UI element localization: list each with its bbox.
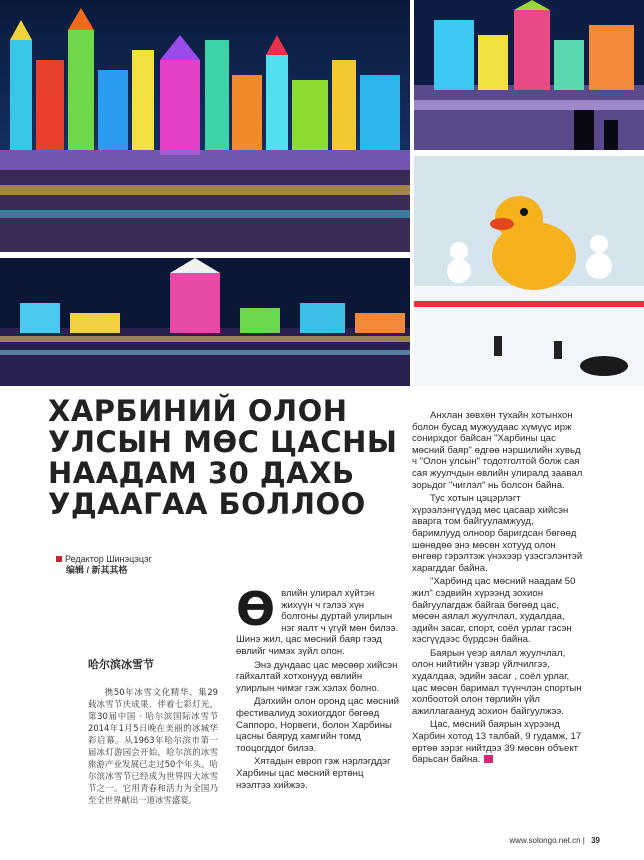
page-footer — [509, 836, 600, 845]
article-column-2 — [236, 582, 400, 793]
rubber-duck-ice-sculpture-photo — [414, 156, 644, 386]
byline-chinese: 编辑 / 新其其格 — [66, 565, 128, 575]
chinese-subtitle: 哈尔滨冰雪节 — [88, 658, 154, 671]
article-paragraph: Хятадын европ гэж нэрлэгддэг Харбины цас мөсний ертөнц нээлтээ хийжээ. — [236, 756, 391, 791]
article-paragraph: Баярын үеэр аялал жуулчлал, олон нийтийн үзвэр үйлчилгээ, худалдаа, эдийн засаг , соёл урлаг, цас мөсөн баримал түүнчлэн спортын холбоотой олон төрлийн үйл ажиллагаануд зохион байгуулжээ. — [412, 647, 582, 717]
byline — [56, 554, 152, 576]
article-title: ХАРБИНИЙ ОЛОН УЛСЫН МӨС ЦАСНЫ НААДАМ 30 ДАХЬ УДААГАА БОЛЛОО — [48, 394, 398, 521]
article-paragraph: Цас, мөсний баярын хүрээнд Харбин хотод 13 талбай, 9 гудамж, 17 өртөө зэрэг нийтдээ 39 мөсөн объект барьсан байна. — [412, 719, 582, 766]
footer-url: www.solongo.net.cn — [509, 836, 581, 845]
article-paragraph: Энэ дундаас цас мөсөөр хийсэн гайхалтай хотхонууд өвлийн улирлын чимэг гэж хэлэх болно. — [236, 659, 398, 694]
red-square-icon — [56, 556, 62, 562]
article-column-3 — [412, 410, 584, 768]
page-number: 39 — [591, 836, 600, 845]
article-paragraph: "Харбинд цас мөсний наадам 50 жил" сэдвийн хүрээнд зохион байгуулагдаж байгаа бөгөөд цас, мөсөн аялал жуулчлал, худалдаа, эдийн засаг, спорт, соёл урлаг гэсэн хэсгүүдээс бүрдсэн байна. — [412, 576, 576, 646]
ice-festival-panorama-photo — [0, 258, 410, 386]
chinese-summary: 携50年冰雪文化精华、集29载冰雪节庆成果、伴着七彩灯光，第30届中国 · 哈尔滨国际冰雪节2014年1月5日晚在美丽的冰城华彩启幕。从1963年哈尔滨市第一届冰灯游园会开始，哈尔滨的冰雪旅游产业发展已走过50个年头。哈尔滨冰雪节已经成为世界四大冰雪节之一。它用青春和活力为全国乃至全世界献出一道冰雪盛宴。 — [88, 687, 218, 805]
footer-separator: | — [582, 836, 585, 845]
article-paragraph: Анхлан зөвхөн тухайн хотынхон болон бусад мужуудаас хүмүүс ирж сонирхдог байсан "Харбины цас мөсний баяр" өдгөө нэршилийн хувьд ч "Олон улсын" тодотголтой болж сая сая жуулчдын өвлийн улиралд заавал зорьдог "чиглэл" нь болсон байна. — [412, 410, 583, 491]
end-mark-icon — [484, 755, 493, 763]
drop-cap: Ө — [236, 582, 276, 636]
byline-mongolian: Редактор Шинэцэцэг — [65, 554, 152, 564]
ice-palace-visitors-photo — [414, 0, 644, 150]
harbin-ice-castles-night-photo — [0, 0, 410, 252]
article-paragraph: Өвлийн улирал хүйтэн жихүүн ч гэлээ хүн болгоны дуртай улирлын нэг яалт ч үгүй мөн билээ. Шинэ жил, цас мөсний баяр гээд өвлийг чимэх зүйл олон. — [236, 582, 399, 657]
article-paragraph: Тус хотын цэцэрлэгт хүрээлэнгүүдэд мөс цасаар хийсэн аварга том байгууламжууд, баримлууд олноор баригдсан бөгөөд шөнөдөө энэ мөсөн хотууд олон өнгөөр гэрэлтэж үнэхээр үзэсгэлэнтэй харагддаг байна. — [412, 493, 583, 574]
article-paragraph: Дэлхийн олон оронд цас мөсний фестивалиуд зохиогддог бөгөөд Саппоро, Норвеги, болон Харбины цасны баяруд хамгийн томд тооцогддог билээ. — [236, 696, 399, 754]
